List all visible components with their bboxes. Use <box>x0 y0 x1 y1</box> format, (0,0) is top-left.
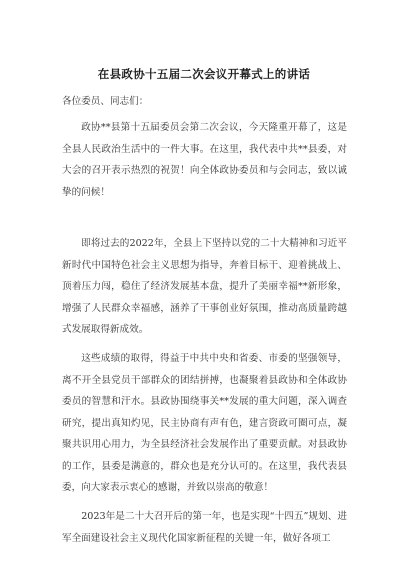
document-title: 在县政协十五届二次会议开幕式上的讲话 <box>97 67 311 81</box>
salutation: 各位委员、同志们： <box>62 96 149 107</box>
paragraph-4: 2023年是二十大召开后的第一年，也是实现“十四五”规划、进军全面建设社会主义现代化国家新征程的关键一年，做好各项工 <box>62 511 347 544</box>
paragraph-1: 政协**县第十五届委员会第二次会议，今天隆重开幕了，这是全县人民政治生活中的一件大事。在这里，我代表中共**县委，对大会的召开表示热烈的祝贺！向全体政协委员和与会同志，致以诚挚的问候！ <box>62 122 347 198</box>
paragraph-2: 即将过去的2022年，全县上下坚持以党的二十大精神和习近平新时代中国特色社会主义思想为指导，奔着目标干、迎着挑战上、顶着压力闯，稳住了经济发展基本盘，提升了美丽幸福**新形象，增强了人民群众幸福感，涵养了干事创业好氛围，推动高质量跨越式发展取得新成效。 <box>62 238 347 335</box>
paragraph-3: 这些成绩的取得，得益于中共中央和省委、市委的坚强领导，离不开全县党员干部群众的团结拼搏，也凝聚着县政协和全体政协委员的智慧和汗水。县政协围绕事关**发展的重大问题，深入调查研究，提出真知灼见，民主协商有声有色，建言资政可圈可点，凝聚共识用心用力，为全县经济社会发展作出了重要贡献。对县政协的工作，县委是满意的，群众也是充分认可的。在这里，我代表县委，向大家表示衷心的感谢，并致以崇高的敬意！ <box>62 353 347 493</box>
